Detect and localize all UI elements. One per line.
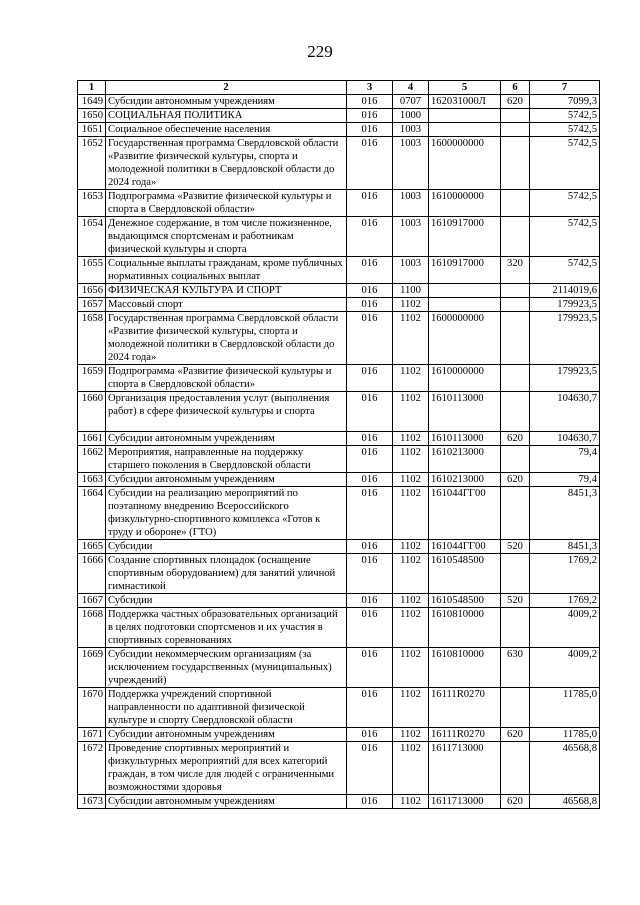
row-target-article-cell: 16111R0270	[429, 688, 501, 728]
table-row	[78, 312, 600, 365]
row-target-article-cell	[429, 123, 501, 137]
row-target-article-cell: 1610213000	[429, 446, 501, 473]
row-target-article-cell: 161044ГГ00	[429, 540, 501, 554]
header-cell: 4	[393, 81, 429, 95]
table-row	[78, 95, 600, 109]
row-number-cell: 1665	[78, 540, 106, 554]
row-number-cell: 1671	[78, 728, 106, 742]
header-cell: 2	[106, 81, 347, 95]
row-expense-type-cell	[501, 688, 530, 728]
table-row	[78, 298, 600, 312]
table-row	[78, 284, 600, 298]
row-expense-type-cell: 620	[501, 432, 530, 446]
row-ministry-code-cell: 016	[347, 688, 393, 728]
header-cell: 1	[78, 81, 106, 95]
table-row	[78, 446, 600, 473]
row-expense-type-cell	[501, 217, 530, 257]
row-amount-cell: 8451,3	[530, 540, 600, 554]
table-row	[78, 432, 600, 446]
row-number-cell: 1667	[78, 594, 106, 608]
row-section-code-cell: 1003	[393, 123, 429, 137]
row-expense-type-cell	[501, 608, 530, 648]
table-row	[78, 392, 600, 432]
row-ministry-code-cell: 016	[347, 594, 393, 608]
row-target-article-cell	[429, 298, 501, 312]
row-number-cell: 1662	[78, 446, 106, 473]
row-section-code-cell: 1102	[393, 487, 429, 540]
row-name-cell: Субсидии автономным учреждениям	[106, 795, 347, 809]
row-amount-cell: 179923,5	[530, 298, 600, 312]
row-ministry-code-cell: 016	[347, 137, 393, 190]
row-amount-cell: 46568,8	[530, 795, 600, 809]
row-name-cell: Социальные выплаты гражданам, кроме публичных нормативных социальных выплат	[106, 257, 347, 284]
row-section-code-cell: 1102	[393, 473, 429, 487]
row-section-code-cell: 1102	[393, 688, 429, 728]
row-ministry-code-cell: 016	[347, 795, 393, 809]
row-number-cell: 1661	[78, 432, 106, 446]
row-ministry-code-cell: 016	[347, 608, 393, 648]
table-row	[78, 728, 600, 742]
row-amount-cell: 5742,5	[530, 109, 600, 123]
table-row	[78, 123, 600, 137]
row-expense-type-cell	[501, 109, 530, 123]
row-expense-type-cell: 620	[501, 795, 530, 809]
row-name-cell: Государственная программа Свердловской области «Развитие физической культуры, спорта и молодежной политики в Свердловской области до 2024 года»	[106, 137, 347, 190]
row-number-cell: 1672	[78, 742, 106, 795]
row-number-cell: 1660	[78, 392, 106, 432]
row-target-article-cell: 1610917000	[429, 217, 501, 257]
row-expense-type-cell	[501, 487, 530, 540]
row-expense-type-cell	[501, 365, 530, 392]
row-number-cell: 1653	[78, 190, 106, 217]
row-expense-type-cell	[501, 392, 530, 432]
row-section-code-cell: 1003	[393, 257, 429, 284]
row-amount-cell: 5742,5	[530, 257, 600, 284]
row-amount-cell: 104630,7	[530, 392, 600, 432]
row-section-code-cell: 1003	[393, 137, 429, 190]
row-name-cell: Поддержка частных образовательных организаций в целях подготовки спортсменов и их участия в спортивных соревнованиях	[106, 608, 347, 648]
table-row	[78, 648, 600, 688]
row-target-article-cell: 1611713000	[429, 795, 501, 809]
row-amount-cell: 79,4	[530, 446, 600, 473]
row-number-cell: 1650	[78, 109, 106, 123]
row-number-cell: 1673	[78, 795, 106, 809]
row-ministry-code-cell: 016	[347, 284, 393, 298]
row-expense-type-cell	[501, 446, 530, 473]
row-ministry-code-cell: 016	[347, 742, 393, 795]
row-ministry-code-cell: 016	[347, 648, 393, 688]
row-number-cell: 1659	[78, 365, 106, 392]
row-ministry-code-cell: 016	[347, 109, 393, 123]
row-name-cell: Субсидии автономным учреждениям	[106, 432, 347, 446]
row-target-article-cell: 1610000000	[429, 365, 501, 392]
row-amount-cell: 79,4	[530, 473, 600, 487]
row-amount-cell: 2114019,6	[530, 284, 600, 298]
row-target-article-cell: 1611713000	[429, 742, 501, 795]
row-target-article-cell: 1610213000	[429, 473, 501, 487]
row-amount-cell: 5742,5	[530, 137, 600, 190]
row-target-article-cell: 1600000000	[429, 137, 501, 190]
row-expense-type-cell	[501, 298, 530, 312]
row-number-cell: 1664	[78, 487, 106, 540]
row-ministry-code-cell: 016	[347, 257, 393, 284]
row-expense-type-cell: 520	[501, 540, 530, 554]
row-ministry-code-cell: 016	[347, 217, 393, 257]
table-row	[78, 217, 600, 257]
row-target-article-cell: 1610113000	[429, 392, 501, 432]
row-target-article-cell: 1610810000	[429, 648, 501, 688]
header-cell: 3	[347, 81, 393, 95]
row-ministry-code-cell: 016	[347, 446, 393, 473]
row-ministry-code-cell: 016	[347, 473, 393, 487]
row-ministry-code-cell: 016	[347, 554, 393, 594]
header-row	[78, 81, 600, 95]
table-row	[78, 554, 600, 594]
row-section-code-cell: 1102	[393, 742, 429, 795]
row-name-cell: Создание спортивных площадок (оснащение спортивным оборудованием) для занятий уличной гимнастикой	[106, 554, 347, 594]
row-ministry-code-cell: 016	[347, 728, 393, 742]
row-target-article-cell	[429, 284, 501, 298]
table-row	[78, 137, 600, 190]
row-target-article-cell: 162031000Л	[429, 95, 501, 109]
row-number-cell: 1651	[78, 123, 106, 137]
table-row	[78, 257, 600, 284]
row-amount-cell: 11785,0	[530, 728, 600, 742]
row-section-code-cell: 1102	[393, 554, 429, 594]
row-section-code-cell: 1102	[393, 540, 429, 554]
row-number-cell: 1655	[78, 257, 106, 284]
row-amount-cell: 46568,8	[530, 742, 600, 795]
row-name-cell: Субсидии	[106, 594, 347, 608]
row-target-article-cell: 1610113000	[429, 432, 501, 446]
row-target-article-cell: 1610548500	[429, 554, 501, 594]
table-row	[78, 487, 600, 540]
row-ministry-code-cell: 016	[347, 432, 393, 446]
row-number-cell: 1658	[78, 312, 106, 365]
table-row	[78, 688, 600, 728]
row-amount-cell: 179923,5	[530, 312, 600, 365]
row-name-cell: Государственная программа Свердловской области «Развитие физической культуры, спорта и молодежной политики в Свердловской области до 2024 года»	[106, 312, 347, 365]
row-expense-type-cell	[501, 742, 530, 795]
table-row	[78, 594, 600, 608]
row-expense-type-cell	[501, 284, 530, 298]
row-name-cell: Проведение спортивных мероприятий и физкультурных мероприятий для всех категорий граждан, в том числе для людей с ограниченными возможностями здоровья	[106, 742, 347, 795]
row-section-code-cell: 1102	[393, 594, 429, 608]
budget-table	[77, 80, 600, 809]
row-name-cell: Субсидии некоммерческим организациям (за исключением государственных (муниципальных) учреждений)	[106, 648, 347, 688]
row-amount-cell: 4009,2	[530, 648, 600, 688]
row-target-article-cell: 1610000000	[429, 190, 501, 217]
row-name-cell: Субсидии на реализацию мероприятий по поэтапному внедрению Всероссийского физкультурно-спортивного комплекса «Готов к труду и обороне» (ГТО)	[106, 487, 347, 540]
header-cell: 7	[530, 81, 600, 95]
row-amount-cell: 8451,3	[530, 487, 600, 540]
row-amount-cell: 5742,5	[530, 217, 600, 257]
row-name-cell: Субсидии автономным учреждениям	[106, 473, 347, 487]
row-ministry-code-cell: 016	[347, 95, 393, 109]
row-section-code-cell: 1102	[393, 648, 429, 688]
row-number-cell: 1652	[78, 137, 106, 190]
row-name-cell: Поддержка учреждений спортивной направленности по адаптивной физической культуре и спорту Свердловской области	[106, 688, 347, 728]
row-target-article-cell: 1610810000	[429, 608, 501, 648]
row-amount-cell: 4009,2	[530, 608, 600, 648]
row-expense-type-cell: 630	[501, 648, 530, 688]
row-expense-type-cell: 320	[501, 257, 530, 284]
row-section-code-cell: 1000	[393, 109, 429, 123]
row-section-code-cell: 1102	[393, 365, 429, 392]
row-amount-cell: 1769,2	[530, 594, 600, 608]
row-number-cell: 1670	[78, 688, 106, 728]
row-amount-cell: 11785,0	[530, 688, 600, 728]
row-number-cell: 1657	[78, 298, 106, 312]
row-section-code-cell: 1102	[393, 795, 429, 809]
table-row	[78, 795, 600, 809]
row-expense-type-cell	[501, 554, 530, 594]
row-name-cell: Мероприятия, направленные на поддержку старшего поколения в Свердловской области	[106, 446, 347, 473]
row-section-code-cell: 1100	[393, 284, 429, 298]
row-amount-cell: 179923,5	[530, 365, 600, 392]
row-number-cell: 1654	[78, 217, 106, 257]
row-name-cell: ФИЗИЧЕСКАЯ КУЛЬТУРА И СПОРТ	[106, 284, 347, 298]
row-ministry-code-cell: 016	[347, 365, 393, 392]
row-section-code-cell: 1102	[393, 392, 429, 432]
row-number-cell: 1669	[78, 648, 106, 688]
row-section-code-cell: 1003	[393, 190, 429, 217]
row-section-code-cell: 1102	[393, 432, 429, 446]
row-name-cell: Социальное обеспечение населения	[106, 123, 347, 137]
row-amount-cell: 104630,7	[530, 432, 600, 446]
table-row	[78, 540, 600, 554]
row-name-cell: Подпрограмма «Развитие физической культуры и спорта в Свердловской области»	[106, 190, 347, 217]
row-ministry-code-cell: 016	[347, 392, 393, 432]
row-target-article-cell: 1610548500	[429, 594, 501, 608]
table-row	[78, 608, 600, 648]
row-expense-type-cell: 620	[501, 95, 530, 109]
row-section-code-cell: 1102	[393, 728, 429, 742]
row-name-cell: Подпрограмма «Развитие физической культуры и спорта в Свердловской области»	[106, 365, 347, 392]
row-section-code-cell: 1003	[393, 217, 429, 257]
row-amount-cell: 7099,3	[530, 95, 600, 109]
row-name-cell: Субсидии	[106, 540, 347, 554]
row-expense-type-cell	[501, 190, 530, 217]
row-number-cell: 1666	[78, 554, 106, 594]
row-target-article-cell: 16111R0270	[429, 728, 501, 742]
row-ministry-code-cell: 016	[347, 312, 393, 365]
row-ministry-code-cell: 016	[347, 123, 393, 137]
row-target-article-cell: 1600000000	[429, 312, 501, 365]
table-row	[78, 109, 600, 123]
row-number-cell: 1649	[78, 95, 106, 109]
row-amount-cell: 5742,5	[530, 190, 600, 217]
table-row	[78, 365, 600, 392]
header-cell: 5	[429, 81, 501, 95]
row-expense-type-cell	[501, 123, 530, 137]
row-ministry-code-cell: 016	[347, 298, 393, 312]
row-name-cell: Массовый спорт	[106, 298, 347, 312]
row-section-code-cell: 1102	[393, 312, 429, 365]
row-target-article-cell: 161044ГГ00	[429, 487, 501, 540]
row-name-cell: Субсидии автономным учреждениям	[106, 95, 347, 109]
row-amount-cell: 5742,5	[530, 123, 600, 137]
row-ministry-code-cell: 016	[347, 487, 393, 540]
row-target-article-cell: 1610917000	[429, 257, 501, 284]
row-section-code-cell: 1102	[393, 298, 429, 312]
row-amount-cell: 1769,2	[530, 554, 600, 594]
row-number-cell: 1656	[78, 284, 106, 298]
row-ministry-code-cell: 016	[347, 540, 393, 554]
row-name-cell: Денежное содержание, в том числе пожизненное, выдающимся спортсменам и работникам физической культуры и спорта	[106, 217, 347, 257]
row-section-code-cell: 0707	[393, 95, 429, 109]
row-section-code-cell: 1102	[393, 446, 429, 473]
row-name-cell: Субсидии автономным учреждениям	[106, 728, 347, 742]
row-expense-type-cell: 520	[501, 594, 530, 608]
table-row	[78, 742, 600, 795]
row-number-cell: 1663	[78, 473, 106, 487]
row-expense-type-cell	[501, 312, 530, 365]
row-section-code-cell: 1102	[393, 608, 429, 648]
row-number-cell: 1668	[78, 608, 106, 648]
row-name-cell: Организация предоставления услуг (выполнения работ) в сфере физической культуры и спорта	[106, 392, 347, 432]
table-row	[78, 473, 600, 487]
header-cell: 6	[501, 81, 530, 95]
row-name-cell: СОЦИАЛЬНАЯ ПОЛИТИКА	[106, 109, 347, 123]
row-expense-type-cell	[501, 137, 530, 190]
row-expense-type-cell: 620	[501, 473, 530, 487]
row-target-article-cell	[429, 109, 501, 123]
row-ministry-code-cell: 016	[347, 190, 393, 217]
table-row	[78, 190, 600, 217]
row-expense-type-cell: 620	[501, 728, 530, 742]
page-number: 229	[307, 42, 333, 61]
